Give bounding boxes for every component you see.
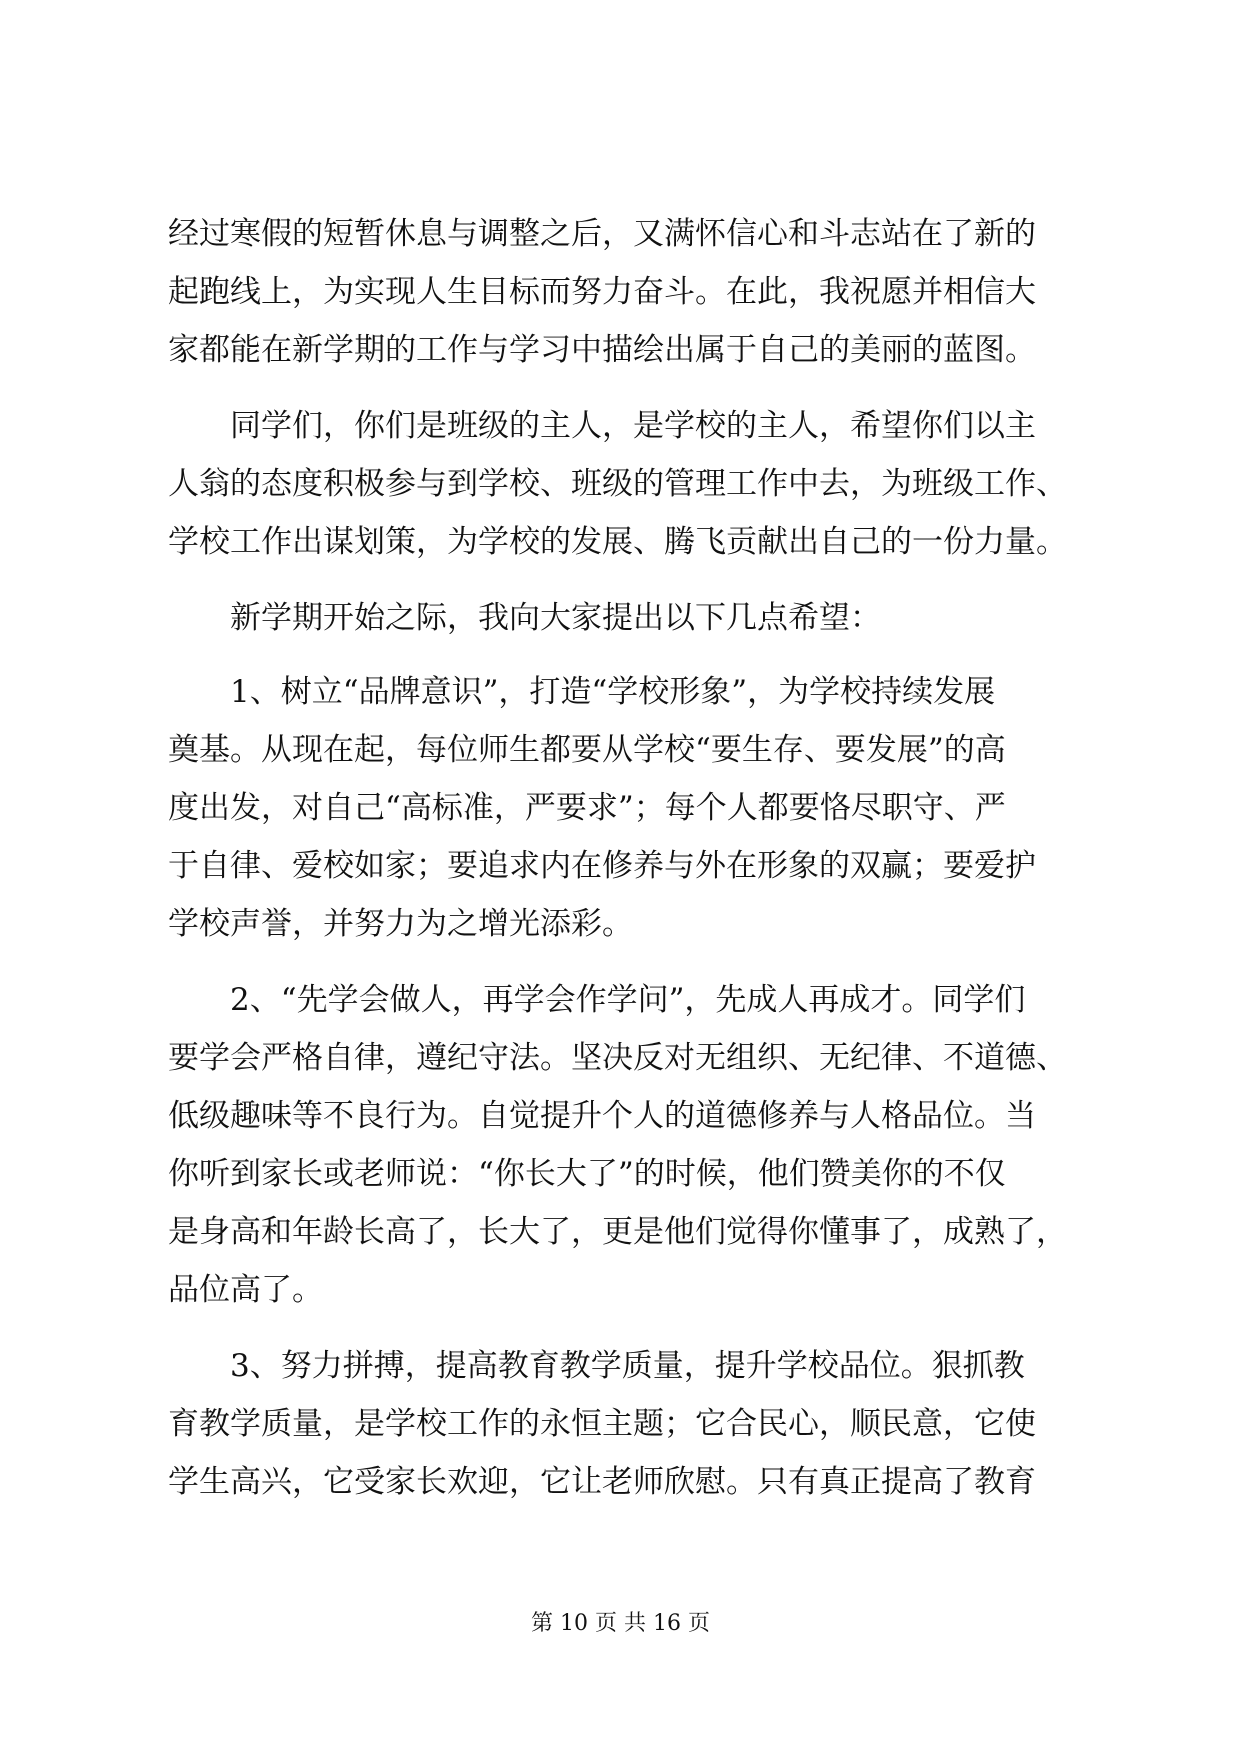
- paragraph-line: 1、树立“品牌意识”，打造“学校形象”，为学校持续发展: [230, 674, 996, 710]
- paragraph-line: 育教学质量，是学校工作的永恒主题；它合民心，顺民意，它使: [168, 1406, 1036, 1442]
- paragraph-line: 人翁的态度积极参与到学校、班级的管理工作中去，为班级工作、: [168, 466, 1067, 502]
- paragraph-line: 低级趣味等不良行为。自觉提升个人的道德修养与人格品位。当: [168, 1098, 1036, 1134]
- paragraph-line: 2、“先学会做人，再学会作学问”，先成人再成才。同学们: [230, 982, 1026, 1018]
- paragraph-line: 经过寒假的短暂休息与调整之后，又满怀信心和斗志站在了新的: [168, 216, 1036, 252]
- paragraph-line: 学校工作出谋划策，为学校的发展、腾飞贡献出自己的一份力量。: [168, 524, 1067, 560]
- paragraph-line: 品位高了。: [168, 1272, 323, 1308]
- paragraph-line: 学生高兴，它受家长欢迎，它让老师欣慰。只有真正提高了教育: [168, 1464, 1036, 1500]
- paragraph-line: 奠基。从现在起，每位师生都要从学校“要生存、要发展”的高: [168, 732, 1006, 768]
- paragraph-line: 新学期开始之际，我向大家提出以下几点希望：: [230, 600, 881, 636]
- paragraph-line: 要学会严格自律，遵纪守法。坚决反对无组织、无纪律、不道德、: [168, 1040, 1067, 1076]
- paragraph-line: 度出发，对自己“高标准，严要求”；每个人都要恪尽职守、严: [168, 790, 1006, 826]
- paragraph-line: 你听到家长或老师说：“你长大了”的时候，他们赞美你的不仅: [168, 1156, 1006, 1192]
- paragraph-line: 于自律、爱校如家；要追求内在修养与外在形象的双赢；要爱护: [168, 848, 1036, 884]
- paragraph-line: 3、努力拼搏，提高教育教学质量，提升学校品位。狠抓教: [230, 1348, 1025, 1384]
- paragraph-line: 起跑线上，为实现人生目标而努力奋斗。在此，我祝愿并相信大: [168, 274, 1036, 310]
- paragraph-line: 是身高和年龄长高了，长大了，更是他们觉得你懂事了，成熟了，: [168, 1214, 1067, 1250]
- paragraph-line: 学校声誉，并努力为之增光添彩。: [168, 906, 633, 942]
- paragraph-line: 同学们，你们是班级的主人，是学校的主人，希望你们以主: [230, 408, 1036, 444]
- page-number-footer: 第 10 页 共 16 页: [531, 1611, 710, 1636]
- paragraph-line: 家都能在新学期的工作与学习中描绘出属于自己的美丽的蓝图。: [168, 332, 1036, 368]
